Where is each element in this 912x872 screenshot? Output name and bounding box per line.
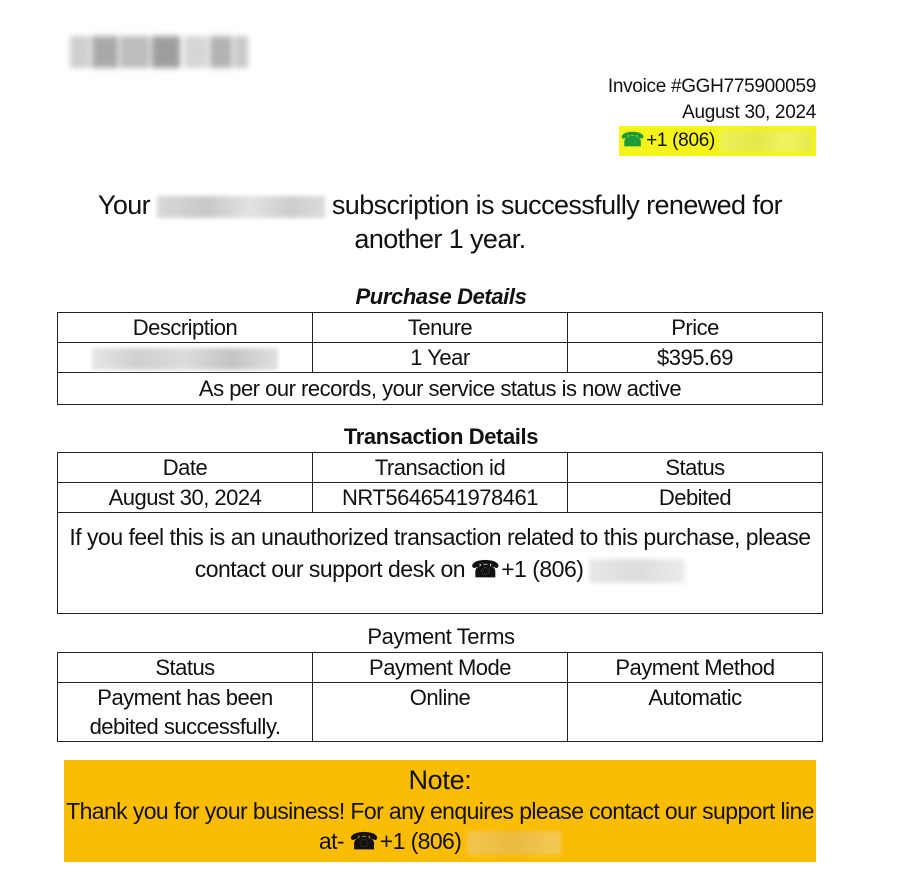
invoice-date: August 30, 2024 (682, 102, 816, 123)
header-phone-number: +1 (806) (646, 130, 716, 151)
col-header-transaction-id: Transaction id (313, 453, 568, 483)
payment-terms-title: Payment Terms (367, 624, 515, 649)
payment-table (57, 652, 823, 742)
col-header-price: Price (568, 313, 823, 343)
service-status-line: As per our records, your service status is now active (58, 373, 823, 405)
redacted-phone-digits (589, 559, 685, 583)
warning-text: If you feel this is an unauthorized transaction related to this purchase, please contact our support desk on (69, 524, 811, 582)
table-row (58, 683, 823, 742)
payment-method: Automatic (568, 683, 823, 742)
purchase-table (57, 312, 823, 405)
redacted-phone-digits (720, 130, 812, 152)
telephone-icon: ☎ (349, 828, 378, 854)
transaction-id: NRT5646541978461 (313, 483, 568, 513)
note-phone-number: +1 (806) (379, 828, 462, 854)
company-logo-redacted (70, 36, 248, 68)
message-suffix: subscription is successfully renewed for another 1 year. (331, 190, 783, 254)
note-body (64, 796, 816, 856)
transaction-status: Debited (568, 483, 823, 513)
redacted-product-name (157, 196, 325, 218)
payment-mode: Online (313, 683, 568, 742)
support-phone-number: +1 (806) (501, 556, 584, 582)
col-header-payment-method: Payment Method (568, 653, 823, 683)
message-prefix: Your (97, 190, 151, 220)
renewal-message (60, 188, 820, 256)
table-row (58, 313, 823, 343)
table-row (58, 453, 823, 483)
purchase-details-title: Purchase Details (355, 284, 527, 309)
redacted-phone-digits (467, 831, 561, 855)
telephone-icon: ☎ (620, 130, 645, 151)
table-row (58, 653, 823, 683)
table-row (58, 373, 823, 405)
col-header-status: Status (58, 653, 313, 683)
telephone-icon: ☎ (470, 556, 500, 582)
table-row (58, 483, 823, 513)
invoice-number: Invoice #GGH775900059 (607, 76, 816, 97)
note-box (64, 760, 816, 862)
payment-status: Payment has been debited successfully. (58, 683, 313, 742)
col-header-status: Status (568, 453, 823, 483)
note-text: Thank you for your business! For any enquires please contact our support line at- (66, 798, 814, 854)
note-title: Note: (408, 765, 472, 795)
header-phone (619, 126, 816, 156)
transaction-table (57, 452, 823, 614)
col-header-payment-mode: Payment Mode (313, 653, 568, 683)
col-header-description: Description (58, 313, 313, 343)
price-value: $395.69 (568, 343, 823, 373)
transaction-details-title: Transaction Details (343, 424, 539, 449)
col-header-tenure: Tenure (313, 313, 568, 343)
tenure-value: 1 Year (313, 343, 568, 373)
table-row (58, 343, 823, 373)
redacted-description (92, 348, 278, 370)
col-header-date: Date (58, 453, 313, 483)
description-cell (58, 343, 313, 373)
unauthorized-warning (58, 513, 823, 614)
table-row (58, 513, 823, 614)
transaction-date: August 30, 2024 (58, 483, 313, 513)
